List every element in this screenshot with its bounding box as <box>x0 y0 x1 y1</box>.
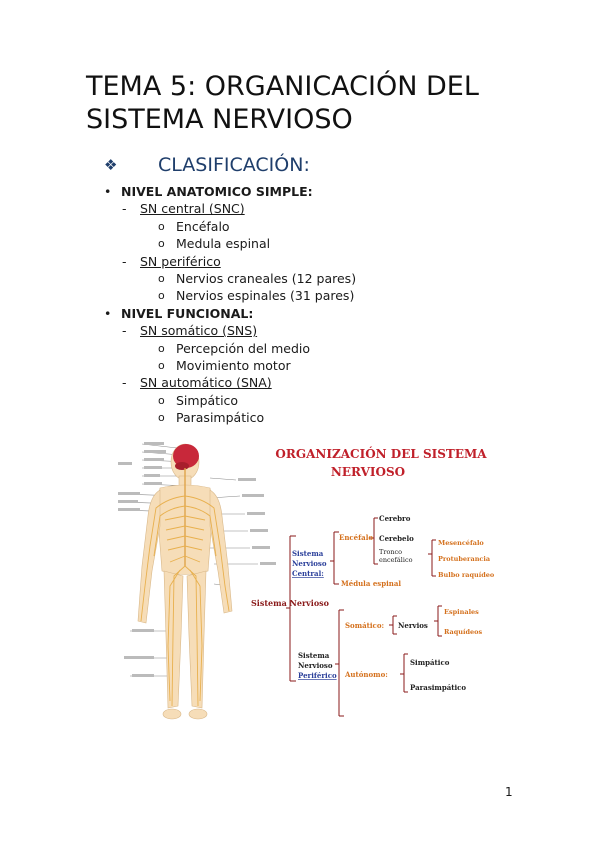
central-label-line2: Nervioso <box>292 559 327 568</box>
outline-text: SN periférico <box>140 253 221 269</box>
bulbo-label: Bulbo raquídeo <box>438 571 495 579</box>
dash-marker: - <box>122 201 127 217</box>
circle-marker: o <box>158 411 165 425</box>
outline-text: SN somático (SNS) <box>140 323 258 339</box>
outline-text: Parasimpático <box>176 410 265 426</box>
nervous-system-figure <box>110 436 508 726</box>
bullet-marker: • <box>104 184 112 199</box>
medula-label: Médula espinal <box>341 579 402 588</box>
page-number: 1 <box>505 785 513 799</box>
encefalo-label: Encéfalo <box>339 533 374 542</box>
outline-text: SN automático (SNA) <box>140 375 272 391</box>
central-label-line3: Central: <box>292 569 324 578</box>
outline-text: Movimiento motor <box>176 357 291 373</box>
outline-text: SN central (SNC) <box>140 201 245 217</box>
parasimpatico-label: Parasimpático <box>410 683 467 692</box>
espinales-label: Espinales <box>444 608 479 616</box>
periferico-label-line2: Nervioso <box>298 661 333 670</box>
raquideos-label: Raquídeos <box>444 628 483 636</box>
nervios-label: Nervios <box>398 621 428 630</box>
tronco-label-line1: Tronco <box>379 548 403 556</box>
diagram-title-line2: NERVIOSO <box>330 465 406 479</box>
outline-text: Nervios espinales (31 pares) <box>176 288 355 304</box>
diamond-bullet-icon: ❖ <box>104 156 118 174</box>
outline-text: Medula espinal <box>176 236 271 252</box>
circle-marker: o <box>158 341 165 355</box>
mesencefalo-label: Mesencéfalo <box>438 539 484 547</box>
cerebelo-label: Cerebelo <box>379 534 414 543</box>
root-label: Sistema Nervioso <box>251 598 330 608</box>
diagram-title-line1: ORGANIZACIÓN DEL SISTEMA <box>275 447 487 461</box>
dash-marker: - <box>122 253 127 269</box>
tronco-label-line2: encefálico <box>379 556 413 564</box>
dash-marker: - <box>122 375 127 391</box>
outline-text: NIVEL FUNCIONAL: <box>121 305 254 321</box>
page-title: TEMA 5: ORGANICACIÓN DEL SISTEMA NERVIOSO <box>86 71 479 135</box>
protuberancia-label: Protuberancia <box>438 555 491 563</box>
dash-marker: - <box>122 323 127 339</box>
section-heading <box>104 154 310 176</box>
circle-marker: o <box>158 358 165 372</box>
section-label: CLASIFICACIÓN: <box>158 154 310 176</box>
circle-marker: o <box>158 271 165 285</box>
periferico-label-line1: Sistema <box>298 651 330 660</box>
outline-text: Encéfalo <box>176 218 230 234</box>
outline-text: Simpático <box>176 392 239 408</box>
circle-marker: o <box>158 237 165 251</box>
simpatico-label: Simpático <box>410 658 450 667</box>
outline-text: NIVEL ANATOMICO SIMPLE: <box>121 184 313 199</box>
central-label-line1: Sistema <box>292 549 324 558</box>
human-body-illustration <box>118 442 276 719</box>
organization-diagram <box>251 445 495 716</box>
circle-marker: o <box>158 289 165 303</box>
circle-marker: o <box>158 393 165 407</box>
circle-marker: o <box>158 219 165 233</box>
figure-svg <box>110 436 508 726</box>
somatico-label: Somático: <box>345 621 385 630</box>
outline-text: Percepción del medio <box>176 340 311 356</box>
periferico-label-line3: Periférico <box>298 671 337 680</box>
autonomo-label: Autónomo: <box>345 670 388 679</box>
cerebro-label: Cerebro <box>379 514 411 523</box>
bullet-marker: • <box>104 305 112 321</box>
outline-text: Nervios craneales (12 pares) <box>176 270 357 286</box>
